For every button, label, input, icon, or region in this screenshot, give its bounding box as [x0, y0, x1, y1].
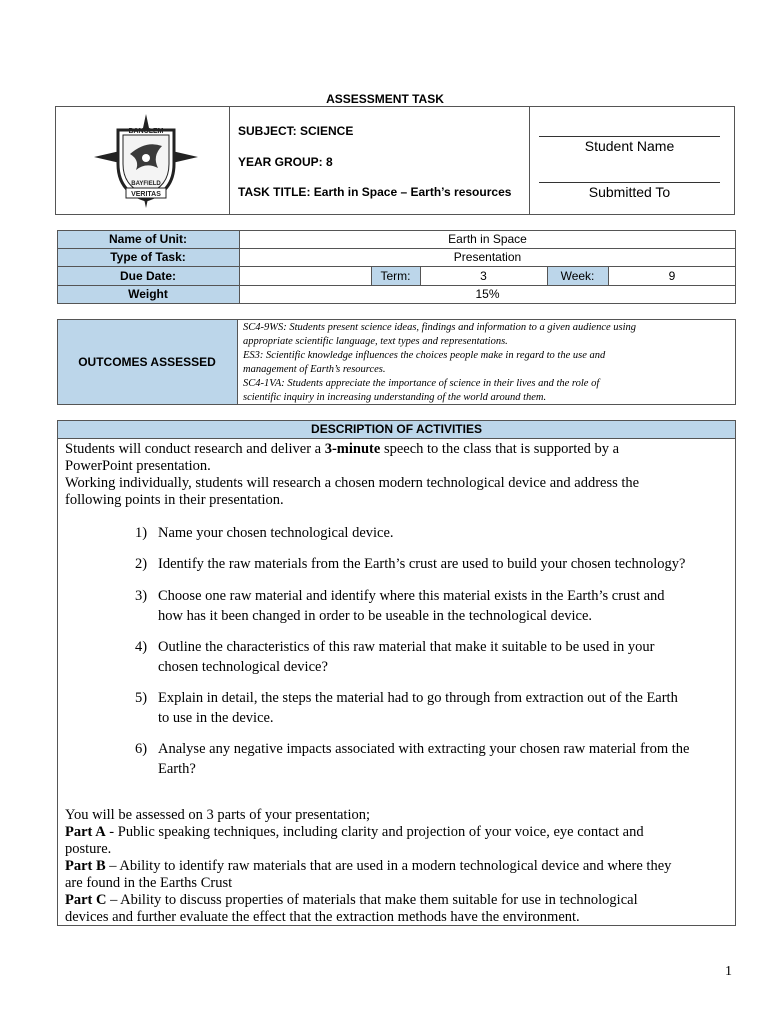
student-name-label: Student Name: [584, 138, 675, 154]
submitted-to-label: Submitted To: [588, 184, 671, 200]
week-label: Week:: [560, 269, 595, 283]
outcomes-label: OUTCOMES ASSESSED: [78, 355, 216, 369]
weight-label: Weight: [128, 287, 168, 301]
term-value: 3: [480, 269, 487, 283]
year-group-line: YEAR GROUP: 8: [238, 155, 333, 169]
outcomes-text: SC4-9WS: Students present science ideas, findings and information to a given audience using appropriate scientific language, text types and representations. ES3: Scientific knowledge influences the choices people make in regard to the use and management of Earth’s resources. SC4-1VA: Students appreciate the importance of science in their lives and the role of scientific inquiry in increasing understanding of the world around them.: [243, 322, 637, 403]
name-of-unit-value: Earth in Space: [448, 232, 527, 246]
subject-line: SUBJECT: SCIENCE: [238, 124, 354, 138]
week-value: 9: [668, 269, 676, 283]
crest-motto: VERITAS: [131, 191, 161, 198]
page-number: 1: [725, 964, 732, 979]
term-label: Term:: [380, 269, 411, 283]
task-title-line: TASK TITLE: Earth in Space – Earth’s resources: [238, 185, 512, 199]
activities-intro: Students will conduct research and deliver a 3-minute speech to the class that is supported by a PowerPoint presentation. Working individually, students will research a chosen modern technological device and address the following points in their presentation.: [65, 441, 640, 508]
crest-top-text: BANCLEM: [128, 128, 164, 135]
crest-side-text: BAYFIELD: [131, 181, 161, 187]
weight-value: 15%: [475, 287, 500, 301]
assessment-parts: You will be assessed on 3 parts of your presentation; Part A - Public speaking techniques, including clarity and projection of your voice, eye contact and posture. Part B – Ability to identify raw materials that are used in a modern technological device and where they are found in the Earths Crust Part C – Ability to discuss properties of materials that make them suitable for use in technological devices and further evaluate the effect that the extraction methods have the environment.: [65, 807, 672, 925]
page-title: ASSESSMENT TASK: [326, 92, 444, 106]
name-of-unit-label: Name of Unit:: [109, 232, 187, 246]
school-crest-logo: [92, 112, 200, 210]
type-of-task-value: Presentation: [453, 250, 522, 264]
type-of-task-label: Type of Task:: [110, 250, 186, 264]
due-date-label: Due Date:: [119, 269, 176, 283]
activities-header: DESCRIPTION OF ACTIVITIES: [311, 422, 482, 436]
